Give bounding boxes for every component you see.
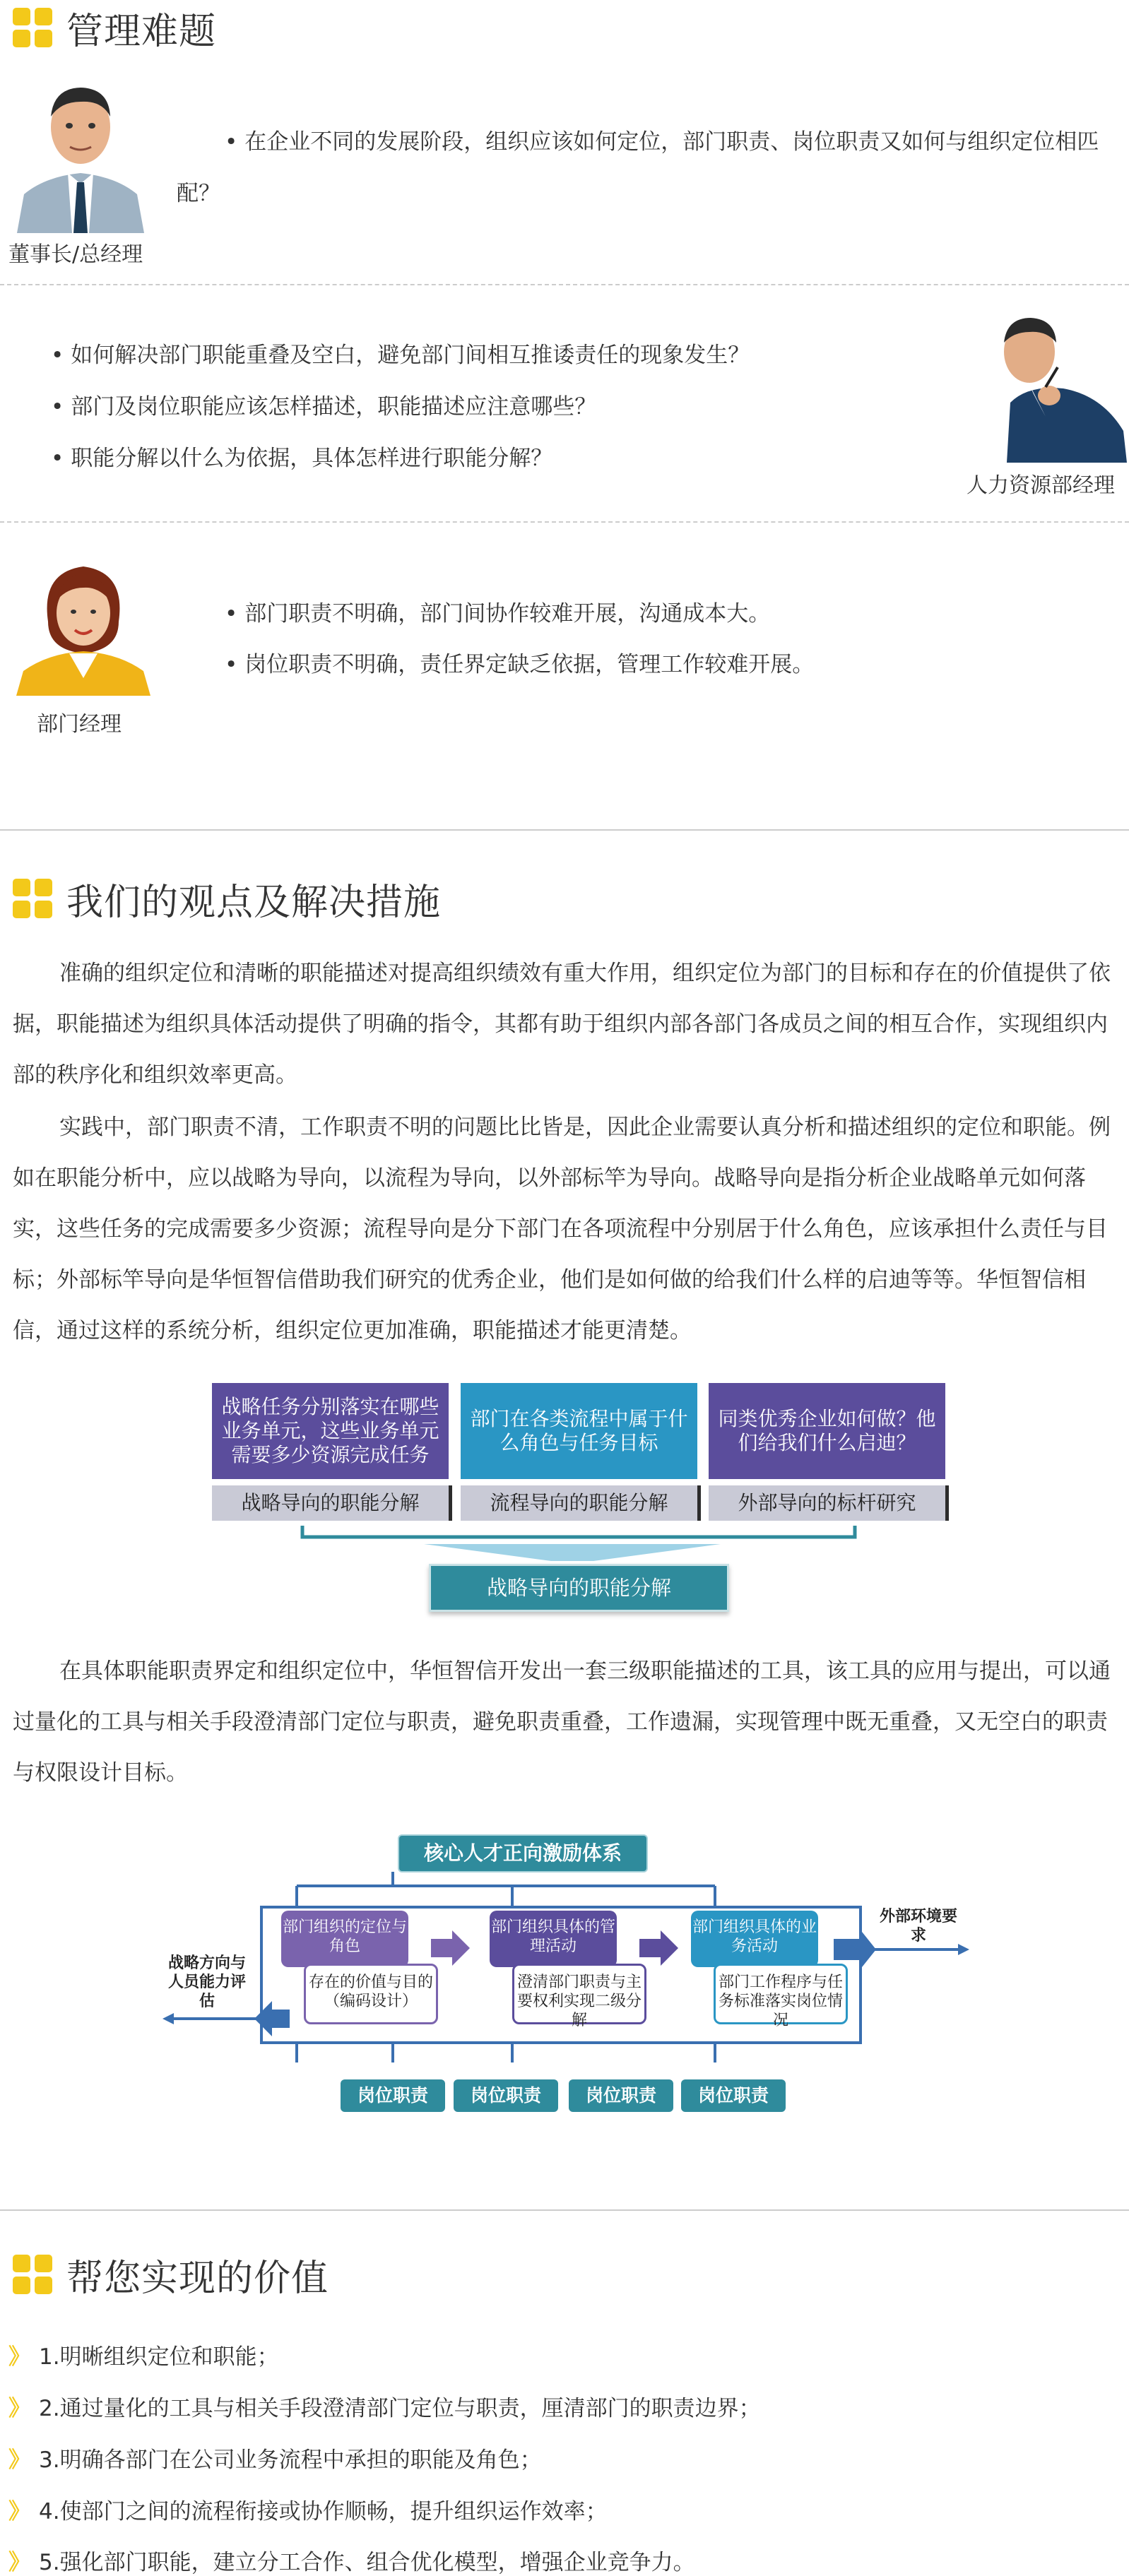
section-title: 我们的观点及解决措施 <box>66 882 442 924</box>
divider <box>0 521 1129 523</box>
section-header-views <box>13 872 441 925</box>
chevron-right-icon: 》 <box>8 2396 30 2421</box>
job-duty-tag: 岗位职责 <box>454 2079 558 2112</box>
diagram-box-benchmark: 同类优秀企业如何做？他们给我们什么启迪？ <box>709 1383 945 1479</box>
chevron-right-icon: 》 <box>8 2499 30 2524</box>
job-duty-tag: 岗位职责 <box>681 2079 786 2112</box>
section-divider <box>0 829 1129 831</box>
value-item: 》 1.明晰组织定位和职能； <box>8 2344 279 2370</box>
paragraph: 实践中，部门职责不清，工作职责不明的问题比比皆是，因此企业需要认真分析和描述组织的定位和职能。例如在职能分析中，应以战略为导向，以流程为导向，以外部标竿为导向。战略导向是指分析企业战略单元如何落实，这些任务的完成需要多少资源；流程导向是分下部门在各项流程中分别居于什么角色，应该承担什么责任与目标；外部标竿导向是华恒智信借助我们研究的优秀企业，他们是如何做的给我们什么样的启迪等等。华恒智信相信，通过这样的系统分析，组织定位更加准确，职能描述才能更清楚。 <box>13 1115 1111 1343</box>
job-duty-tag: 岗位职责 <box>341 2079 445 2112</box>
section-header-value <box>13 2248 329 2301</box>
diagram-right-text: 外部环境要求 <box>879 1908 957 1945</box>
hr-manager-avatar <box>979 311 1127 463</box>
chairman-label: 董事长/总经理 <box>8 242 143 267</box>
hr-manager-label: 人力资源部经理 <box>967 473 1115 498</box>
diagram-left-text: 战略方向与人员能力评估 <box>167 1954 246 2010</box>
diagram-label-benchmark: 外部导向的标杆研究 <box>709 1485 949 1521</box>
chairman-avatar <box>10 78 151 233</box>
grid-icon <box>13 879 54 920</box>
section-divider <box>0 2209 1129 2211</box>
value-item: 》 5.强化部门职能，建立分工合作、组合优化模型，增强企业竞争力。 <box>8 2550 695 2575</box>
stage-detail-positioning: 存在的价值与目的（编码设计） <box>304 1964 438 2024</box>
section-header-problems <box>13 1 216 54</box>
dept-manager-label: 部门经理 <box>37 712 122 737</box>
divider <box>0 284 1129 285</box>
diagram-label-strategy: 战略导向的职能分解 <box>212 1485 452 1521</box>
stage-box-positioning: 部门组织的定位与角色 <box>281 1911 408 1967</box>
job-duty-tag: 岗位职责 <box>569 2079 673 2112</box>
diagram-top-box: 核心人才正向激励体系 <box>398 1834 648 1872</box>
hr-item: • 职能分解以什么为依据，具体怎样进行职能分解？ <box>51 440 552 472</box>
diagram-result: 战略导向的职能分解 <box>429 1564 729 1612</box>
value-item: 》 3.明确各部门在公司业务流程中承担的职能及角色； <box>8 2447 542 2473</box>
chevron-right-icon: 》 <box>8 2550 30 2575</box>
section-title: 帮您实现的价值 <box>66 2257 329 2300</box>
diagram-label-process: 流程导向的职能分解 <box>461 1485 701 1521</box>
paragraph: 在具体职能职责界定和组织定位中，华恒智信开发出一套三级职能描述的工具，该工具的应用与提出，可以通过量化的工具与相关手段澄清部门定位与职责，避免职责重叠，工作遗漏，实现管理中既无重叠，又无空白的职责与权限设计目标。 <box>13 1658 1111 1786</box>
hr-item: • 部门及岗位职能应该怎样描述，职能描述应注意哪些？ <box>51 388 596 420</box>
grid-icon <box>13 8 54 49</box>
chairman-text-line2: 配？ <box>177 181 220 206</box>
diagram-box-process: 部门在各类流程中属于什么角色与任务目标 <box>461 1383 697 1479</box>
dept-manager-avatar <box>13 558 154 696</box>
value-item: 》 2.通过量化的工具与相关手段澄清部门定位与职责，厘清部门的职责边界； <box>8 2396 761 2421</box>
dept-item: • 部门职责不明确，部门间协作较难开展，沟通成本大。 <box>225 595 770 627</box>
section-title: 管理难题 <box>66 11 217 53</box>
grid-icon <box>13 2255 54 2296</box>
diagram-box-strategy: 战略任务分别落实在哪些业务单元，这些业务单元需要多少资源完成任务 <box>212 1383 449 1479</box>
paragraph: 准确的组织定位和清晰的职能描述对提高组织绩效有重大作用，组织定位为部门的目标和存在的价值提供了依据，职能描述为组织具体活动提供了明确的指令，其都有助于组织内部各部门各成员之间的相互合作，实现组织内部的秩序化和组织效率更高。 <box>13 961 1111 1088</box>
dept-item: • 岗位职责不明确，责任界定缺乏依据，管理工作较难开展。 <box>225 646 814 678</box>
stage-box-management: 部门组织具体的管理活动 <box>490 1911 617 1967</box>
chevron-right-icon: 》 <box>8 2447 30 2473</box>
hr-item: • 如何解决部门职能重叠及空白，避免部门间相互推诿责任的现象发生？ <box>51 337 750 369</box>
stage-detail-management: 澄清部门职责与主要权利实现二级分解 <box>512 1964 646 2024</box>
stage-box-business: 部门组织具体的业务活动 <box>691 1911 818 1967</box>
stage-detail-business: 部门工作程序与任务标准落实岗位情况 <box>714 1964 848 2024</box>
chairman-text-line1: • 在企业不同的发展阶段，组织应该如何定位，部门职责、岗位职责又如何与组织定位相匹 <box>225 124 1099 155</box>
bracket-connector <box>212 1526 947 1568</box>
value-item: 》 4.使部门之间的流程衔接或协作顺畅，提升组织运作效率； <box>8 2499 608 2524</box>
chevron-right-icon: 》 <box>8 2344 30 2370</box>
